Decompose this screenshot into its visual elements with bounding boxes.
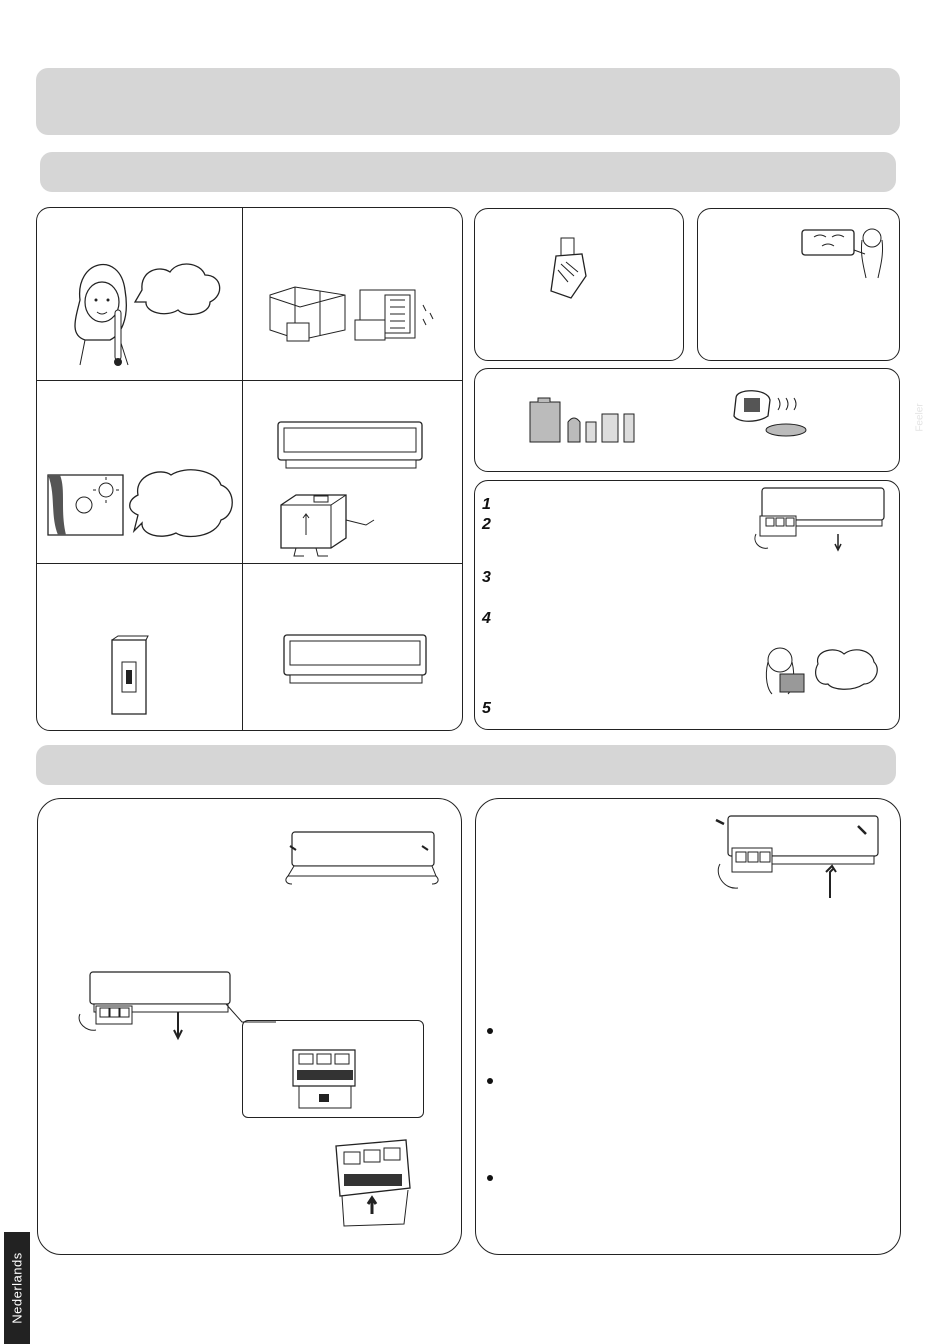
wiping-cloth-illustration <box>546 236 591 300</box>
girl-with-filter-illustration <box>756 644 880 696</box>
filter-detail-illustration <box>289 1046 361 1110</box>
step-3-number: 3 <box>482 569 491 586</box>
girl-with-unit-illustration <box>800 220 890 280</box>
filter-removal-small-illustration <box>752 486 887 554</box>
callout-leader-line <box>226 1004 276 1024</box>
step-5-number: 5 <box>482 700 491 717</box>
chemical-bottles-illustration <box>528 398 636 444</box>
language-label: Nederlands <box>9 1252 25 1324</box>
circuit-breaker-illustration <box>108 636 150 716</box>
watermark-text: Feeler <box>914 403 926 432</box>
language-side-tab <box>4 1232 30 1344</box>
bullet-1 <box>487 1028 493 1034</box>
step-1-number: 1 <box>482 496 491 513</box>
indoor-unit-illustration <box>276 420 426 472</box>
hot-water-kettle-illustration <box>728 388 810 440</box>
filter-insert-illustration <box>712 812 882 902</box>
section-banner-1 <box>40 152 896 192</box>
indoor-unit-2-illustration <box>282 633 430 688</box>
sunlight-window-illustration <box>46 465 236 540</box>
step-2-number: 2 <box>482 516 491 533</box>
filter-clip-illustration <box>330 1138 416 1230</box>
girl-thermometer-illustration <box>60 240 230 370</box>
bullet-3 <box>487 1175 493 1181</box>
step-4-number: 4 <box>482 610 491 627</box>
header-banner <box>36 68 900 135</box>
remote-controller-character-illustration <box>276 490 381 558</box>
bullet-2 <box>487 1078 493 1084</box>
section-banner-2 <box>36 745 896 785</box>
obstacles-outdoor-unit-illustration <box>265 285 440 350</box>
front-panel-open-illustration <box>282 830 442 885</box>
